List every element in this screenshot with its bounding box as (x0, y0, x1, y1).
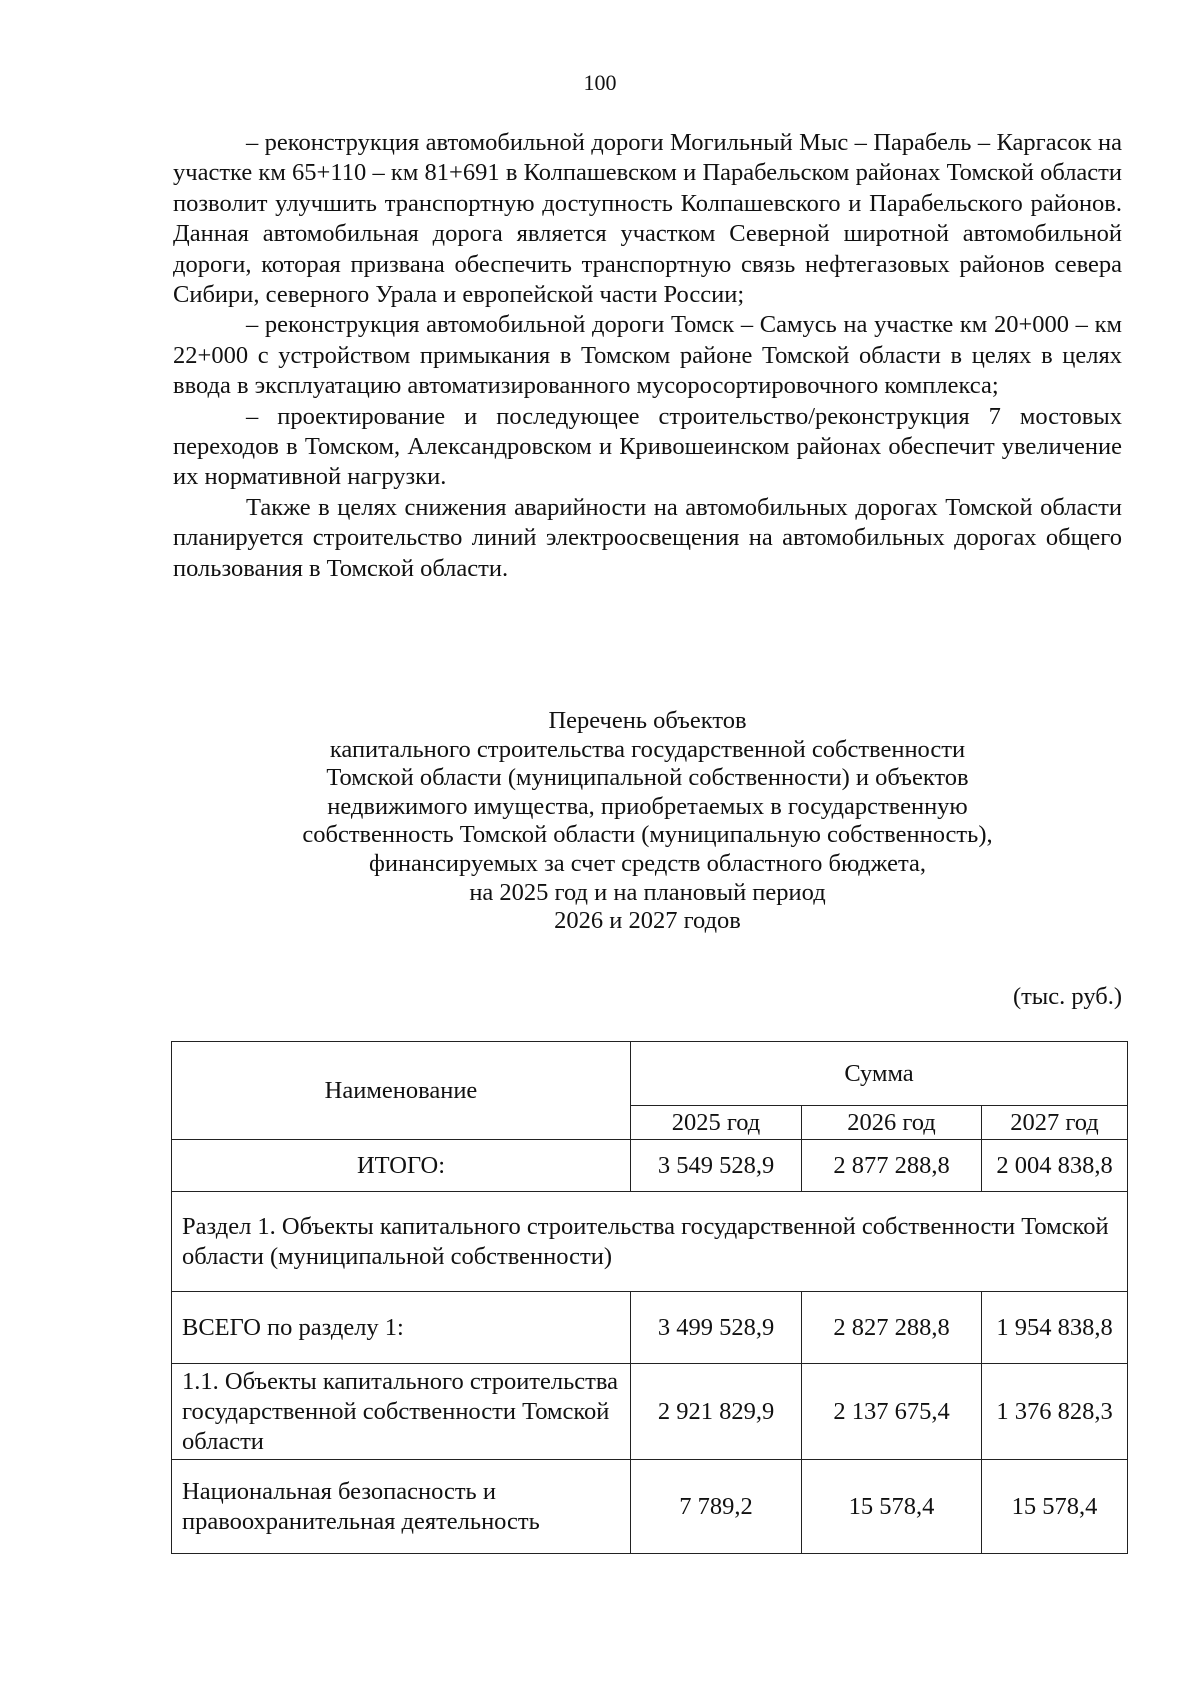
list-title-line: на 2025 год и на плановый период (469, 878, 826, 906)
row-value-2026: 2 827 288,8 (802, 1292, 982, 1364)
units-label: (тыс. руб.) (1012, 983, 1122, 1010)
table-row-total (172, 1140, 1128, 1192)
header-year-2026: 2026 год (802, 1106, 982, 1140)
header-year-2025: 2025 год (631, 1106, 802, 1140)
row-value-2027: 1 954 838,8 (982, 1292, 1128, 1364)
list-title-line: Томской области (муниципальной собственности) и объектов (326, 764, 969, 792)
row-value-2025: 7 789,2 (631, 1460, 802, 1554)
paragraph-bridges: – проектирование и последующее строительство/реконструкция 7 мостовых переходов в Томском, Александровском и Кривошеинском районах обеспечит увеличение их нормативной нагрузки. (173, 402, 1122, 491)
list-title-line: финансируемых за счет средств областного бюджета, (368, 849, 927, 877)
header-year-2027: 2027 год (982, 1106, 1128, 1140)
row-value-2025: 3 499 528,9 (631, 1292, 802, 1364)
list-title-line: недвижимого имущества, приобретаемых в государственную (327, 792, 968, 820)
body-text (173, 128, 1122, 584)
header-name: Наименование (172, 1042, 631, 1140)
row-label: ВСЕГО по разделу 1: (172, 1292, 631, 1364)
budget-table (171, 1041, 1128, 1554)
table-row (172, 1460, 1128, 1554)
row-label: 1.1. Объекты капитального строительства государственной собственности Томской области (172, 1364, 631, 1460)
list-title-line: 2026 и 2027 годов (554, 907, 741, 935)
list-title-line: Перечень объектов (548, 707, 747, 734)
list-title-line: капитального строительства государственной собственности (329, 735, 966, 763)
paragraph-lighting: Также в целях снижения аварийности на автомобильных дорогах Томской области планируется строительство линий электроосвещения на автомобильных дорогах общего пользования в Томской области. (173, 493, 1122, 582)
row-value-2027: 1 376 828,3 (982, 1364, 1128, 1460)
paragraph-road-tomsk-samus: – реконструкция автомобильной дороги Томск – Самусь на участке км 20+000 – км 22+000 с устройством примыкания в Томском районе Томской области в целях в целях ввода в эксплуатацию автоматизированного мусоросортировочного комплекса; (173, 311, 1122, 400)
table-row (172, 1364, 1128, 1460)
total-2026: 2 877 288,8 (802, 1140, 982, 1192)
row-value-2026: 15 578,4 (802, 1460, 982, 1554)
page-number: 100 (583, 70, 617, 95)
row-value-2025: 2 921 829,9 (631, 1364, 802, 1460)
table-row (172, 1292, 1128, 1364)
paragraph-road-mogilny-mys: – реконструкция автомобильной дороги Могильный Мыс – Парабель – Каргасок на участке км 65+110 – км 81+691 в Колпашевском и Парабельском районах Томской области позволит улучшить транспортную доступность Колпашевского и Парабельского районов. Данная автомобильная дорога является участком Северной широтной автомобильной дороги, которая призвана обеспечить транспортную связь нефтегазовых районов севера Сибири, северного Урала и европейской части России; (173, 129, 1122, 309)
row-value-2026: 2 137 675,4 (802, 1364, 982, 1460)
total-label: ИТОГО: (172, 1140, 631, 1192)
total-2027: 2 004 838,8 (982, 1140, 1128, 1192)
row-label: Национальная безопасность и правоохранительная деятельность (172, 1460, 631, 1554)
section-title: Раздел 1. Объекты капитального строительства государственной собственности Томской области (муниципальной собственности) (172, 1192, 1128, 1292)
table-row-section (172, 1192, 1128, 1292)
list-title-line: собственность Томской области (муниципальную собственность), (302, 821, 993, 849)
total-2025: 3 549 528,9 (631, 1140, 802, 1192)
row-value-2027: 15 578,4 (982, 1460, 1128, 1554)
table-header-row (172, 1042, 1128, 1106)
list-title (173, 707, 1122, 936)
header-sum: Сумма (631, 1042, 1128, 1106)
